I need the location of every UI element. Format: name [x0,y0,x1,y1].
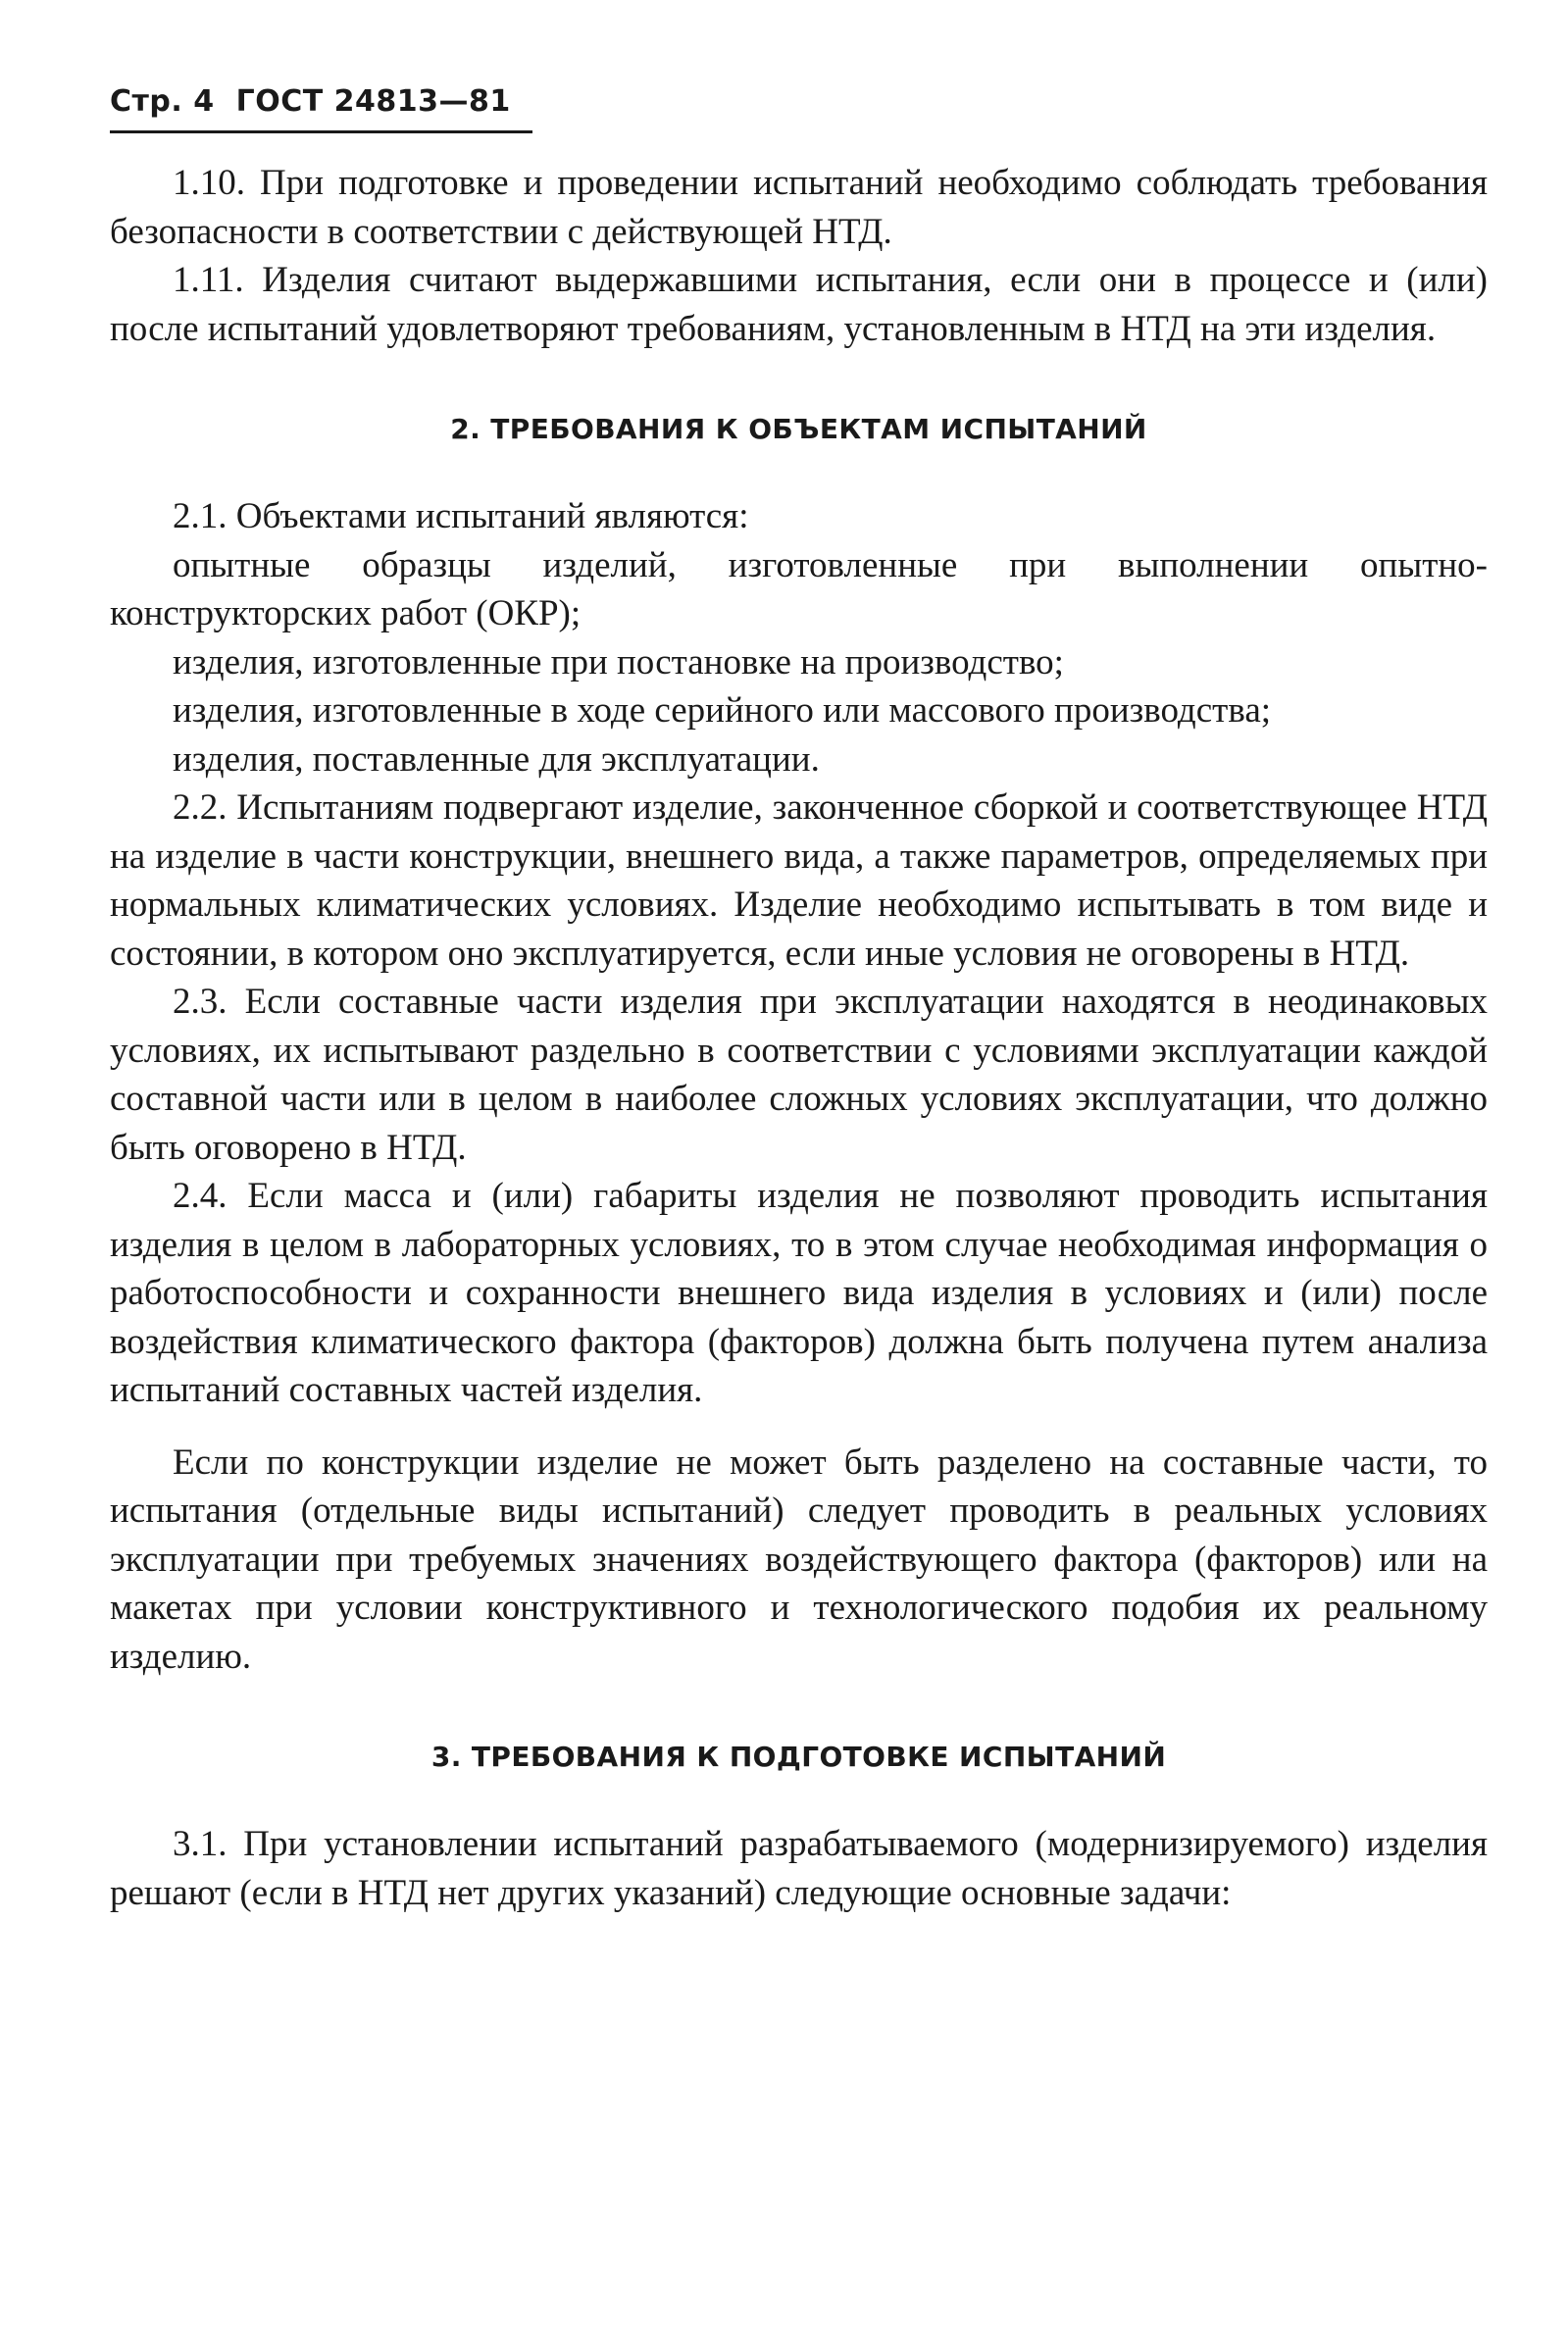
running-header [110,84,532,133]
paragraph-2-4-continuation: Если по конструкции изделие не может быть разделено на составные части, то испытания (отдельные виды испытаний) следует проводить в реальных условиях эксплуатации при требуемых значениях воздействующего фактора (факторов) или на макетах при условии конструктивного и технологического подобия их реальному изделию. [110,1441,1488,1677]
paragraph-2-2: 2.2. Испытаниям подвергают изделие, законченное сборкой и соответствующее НТД на изделие в части конструкции, внешнего вида, а также параметров, определяемых при нормальных климатических условиях. Изделие необходимо испытывать в том виде и состоянии, в котором оно эксплуатируется, если иные условия не оговорены в НТД. [110,787,1488,974]
paragraph-2-4: 2.4. Если масса и (или) габариты изделия не позволяют проводить испытания изделия в целом в лабораторных условиях, то в этом случае необходимая информация о работоспособности и сохранности внешнего вида изделия в условиях и (или) после воздействия климатического фактора (факторов) должна быть получена путем анализа испытаний составных частей изделия. [110,1176,1488,1410]
standard-number: ГОСТ 24813—81 [235,84,511,119]
list-item: изделия, изготовленные при постановке на производство; [173,641,1064,683]
section-3-heading: 3. ТРЕБОВАНИЯ К ПОДГОТОВКЕ ИСПЫТАНИЙ [430,1741,1167,1773]
paragraph-2-3: 2.3. Если составные части изделия при эксплуатации находятся в неодинаковых условиях, их испытывают раздельно в соответствии с условиями эксплуатации каждой составной части или в целом в наиболее сложных условиях эксплуатации, что должно быть оговорено в НТД. [110,982,1488,1168]
document-body [110,159,1488,1917]
paragraph-3-1: 3.1. При установлении испытаний разрабатываемого (модернизируемого) изделия решают (если в НТД нет других указаний) следующие основные задачи: [110,1824,1488,1913]
list-item: изделия, поставленные для эксплуатации. [173,738,820,780]
paragraph-1-11: 1.11. Изделия считают выдержавшими испытания, если они в процессе и (или) после испытаний удовлетворяют требованиям, установленным в НТД на эти изделия. [110,260,1488,349]
page-number: Стр. 4 [110,84,215,119]
list-item: опытные образцы изделий, изготовленные при выполнении опытно-конструкторских работ (ОКР); [110,544,1488,633]
document-page [110,84,1488,1917]
list-item: изделия, изготовленные в ходе серийного или массового производства; [173,690,1272,731]
section-2-heading: 2. ТРЕБОВАНИЯ К ОБЪЕКТАМ ИСПЫТАНИЙ [450,413,1147,445]
paragraph-2-1: 2.1. Объектами испытаний являются: [173,496,749,536]
paragraph-1-10: 1.10. При подготовке и проведении испытаний необходимо соблюдать требования безопасности в соответствии с действующей НТД. [110,163,1488,252]
